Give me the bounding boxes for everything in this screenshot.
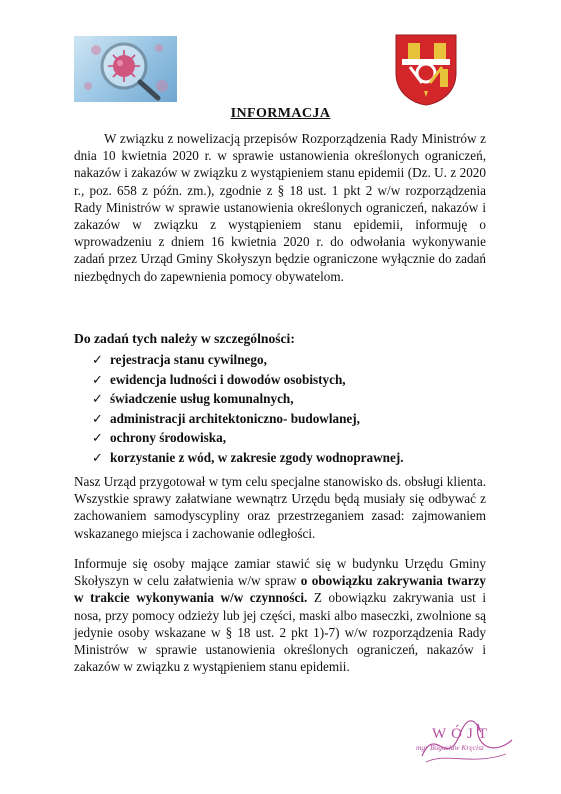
list-item: ✓ korzystanie z wód, w zakresie zgody wodnoprawnej. bbox=[92, 448, 404, 468]
checkmark-icon: ✓ bbox=[92, 449, 104, 465]
list-item: ✓ ochrony środowiska, bbox=[92, 428, 404, 448]
intro-paragraph: W związku z nowelizacją przepisów Rozporządzenia Rady Ministrów z dnia 10 kwietnia 2020 r. w sprawie ustanowienia określonych ograniczeń, nakazów i zakazów w związku z wystąpieniem stanu epidemii (Dz. U. z 2020 r., poz. 658 z późn. zm.), zgodnie z § 18 ust. 1 pkt 2 w/w rozporządzenia Rady Ministrów w sprawie ustanowienia określonych ograniczeń, nakazów i zakazów w związku z wystąpieniem stanu epidemii, informuję o wprowadzeniu z dniem 16 kwietnia 2020 r. do odwołania wykonywanie zadań przez Urząd Gminy Skołyszyn będzie ograniczone wyłącznie do zadań niezbędnych do zapewnienia pomocy obywatelom. bbox=[74, 131, 486, 284]
list-item: ✓ administracji architektoniczno- budowlanej, bbox=[92, 409, 404, 429]
signature-stamp bbox=[416, 716, 516, 776]
checkmark-icon: ✓ bbox=[92, 371, 104, 387]
svg-text:mgr Bogusław Kręcisz: mgr Bogusław Kręcisz bbox=[416, 743, 484, 752]
svg-text:WÓJT: WÓJT bbox=[432, 726, 492, 742]
masks-paragraph: Informuje się osoby mające zamiar stawić się w budynku Urzędu Gminy Skołyszyn w celu załatwienia w/w spraw o obowiązku zakrywania twarzy w trakcie wykonywania w/w czynności. Z obowiązku zakrywania ust i nosa, przy pomocy odzieży lub jej części, maski albo maseczki, zwolnione są jedynie osoby wskazane w § 18 ust. 2 pkt 1)-7) w/w rozporządzenia Rady Ministrów w sprawie ustanowienia określonych ograniczeń, nakazów i zakazów w związku z wystąpieniem stanu epidemii. bbox=[74, 556, 486, 675]
list-item: ✓ rejestracja stanu cywilnego, bbox=[92, 350, 404, 370]
document-title: INFORMACJA bbox=[230, 106, 331, 121]
checkmark-icon: ✓ bbox=[92, 410, 104, 426]
checkmark-icon: ✓ bbox=[92, 430, 104, 446]
list-item: ✓ świadczenie usług komunalnych, bbox=[92, 389, 404, 409]
checkmark-icon: ✓ bbox=[92, 352, 104, 367]
tasks-list bbox=[92, 350, 404, 468]
service-paragraph: Nasz Urząd przygotował w tym celu specjalne stanowisko ds. obsługi klienta. Wszystkie sprawy załatwiane wewnątrz Urzędu będą musiały się odbywać z zachowaniem samodyscypliny oraz przestrzeganiem zasad: zajmowaniem wskazanego miejsca i zachowanie odległości. bbox=[74, 474, 486, 541]
coat-of-arms bbox=[394, 33, 458, 107]
list-item: ✓ ewidencja ludności i dowodów osobistych, bbox=[92, 370, 404, 390]
virus-photo bbox=[74, 36, 177, 102]
tasks-heading: Do zadań tych należy w szczególności: bbox=[74, 331, 295, 346]
checkmark-icon: ✓ bbox=[92, 391, 104, 407]
